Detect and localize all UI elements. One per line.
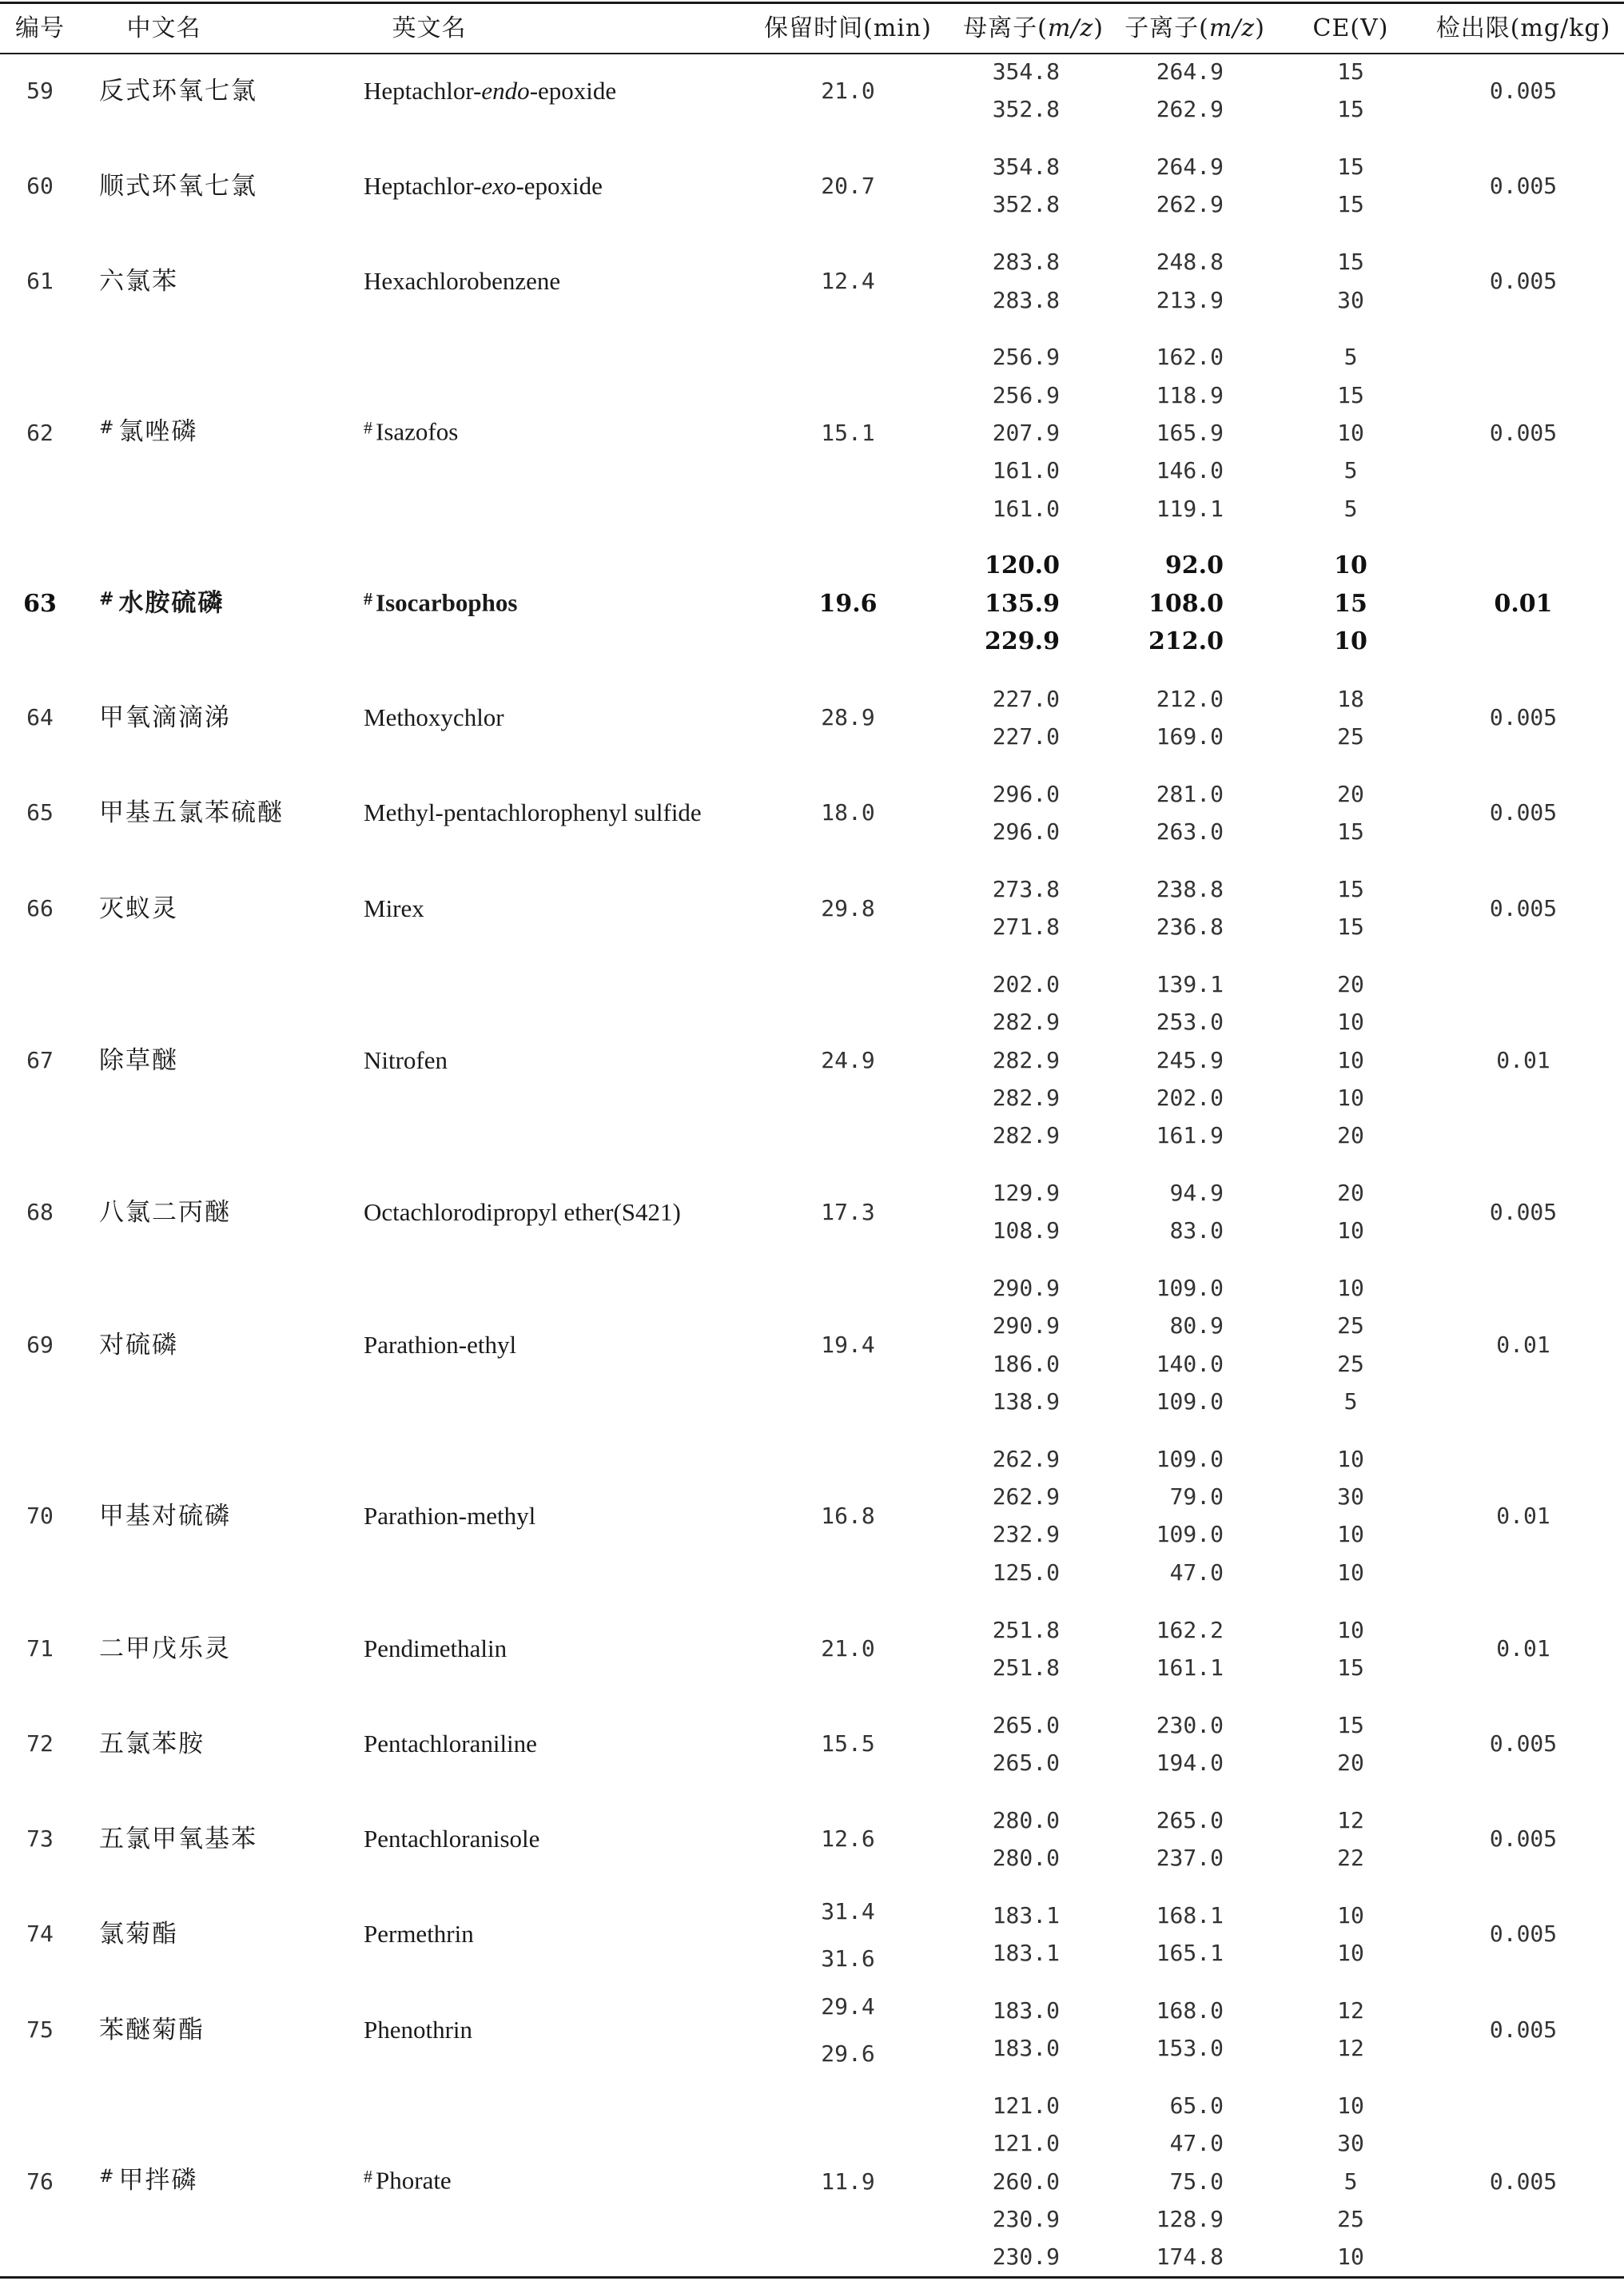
chinese-name-cell — [99, 1045, 178, 1077]
hash-mark: # — [99, 588, 116, 610]
chinese-name-cell — [99, 170, 257, 202]
collision-energy: 10 — [1337, 1558, 1364, 1586]
precursor-ion: 271.8 — [992, 914, 1060, 941]
product-ion: 128.9 — [1156, 2205, 1224, 2232]
chinese-name: 顺式环氧七氯 — [99, 171, 257, 201]
chinese-name-cell — [99, 1500, 231, 1532]
product-ion: 109.0 — [1156, 1388, 1224, 1415]
collision-energy: 10 — [1337, 1445, 1364, 1472]
row-number: 66 — [26, 894, 54, 922]
row-number: 68 — [26, 1198, 54, 1225]
chinese-name-cell — [99, 75, 257, 107]
product-ion: 109.0 — [1156, 1445, 1224, 1472]
collision-energy: 10 — [1334, 551, 1367, 580]
collision-energy: 15 — [1337, 191, 1364, 218]
chinese-name: 甲拌磷 — [118, 2165, 198, 2195]
product-ion: 212.0 — [1156, 685, 1224, 712]
chinese-name: 氯菊酯 — [99, 1920, 178, 1949]
product-ion: 109.0 — [1156, 1275, 1224, 1302]
row-number: 64 — [26, 704, 54, 731]
collision-energy: 15 — [1337, 1654, 1364, 1681]
row-number: 72 — [26, 1730, 54, 1758]
precursor-ion: 354.8 — [992, 153, 1060, 181]
header-retention-time: 保留时间(min) — [764, 14, 932, 42]
collision-energy: 12 — [1337, 2035, 1364, 2062]
product-ion: 169.0 — [1156, 723, 1224, 750]
collision-energy: 30 — [1337, 286, 1364, 313]
header-en-name: 英文名 — [392, 14, 467, 42]
collision-energy: 15 — [1337, 153, 1364, 181]
detection-limit: 0.005 — [1489, 419, 1558, 446]
english-name: Parathion-ethyl — [364, 1331, 517, 1359]
chinese-name-cell — [99, 1918, 178, 1950]
collision-energy: 20 — [1337, 1749, 1364, 1776]
product-ion: 165.1 — [1156, 1940, 1224, 1967]
english-name: Isocarbophos — [376, 588, 518, 617]
collision-energy: 15 — [1337, 875, 1364, 902]
detection-limit: 0.01 — [1494, 589, 1553, 618]
header-precursor-ion: 母离子(m/z) — [963, 14, 1104, 42]
collision-energy: 20 — [1337, 780, 1364, 807]
product-ion: 168.1 — [1156, 1901, 1224, 1929]
precursor-ion: 186.0 — [992, 1350, 1060, 1377]
precursor-ion: 120.0 — [985, 551, 1060, 580]
english-name-cell — [364, 1728, 537, 1760]
hash-mark: # — [99, 417, 116, 438]
precursor-ion: 161.0 — [992, 495, 1060, 522]
english-name: Isazofos — [376, 417, 459, 446]
collision-energy: 12 — [1337, 1996, 1364, 2024]
collision-energy: 10 — [1337, 2243, 1364, 2271]
collision-energy: 10 — [1337, 1940, 1364, 1967]
precursor-ion: 183.1 — [992, 1940, 1060, 1967]
precursor-ion: 227.0 — [992, 685, 1060, 712]
hash-mark: # — [364, 2166, 372, 2187]
collision-energy: 10 — [1337, 1217, 1364, 1244]
english-name: Phenothrin — [364, 2015, 473, 2044]
english-name-suffix: -epoxide — [515, 171, 603, 200]
retention-time: 11.9 — [821, 2168, 875, 2195]
product-ion: 168.0 — [1156, 1996, 1224, 2024]
detection-limit: 0.005 — [1489, 172, 1558, 199]
product-ion: 281.0 — [1156, 780, 1224, 807]
english-name-cell — [364, 587, 517, 621]
english-name-cell — [364, 1329, 516, 1361]
precursor-ion: 290.9 — [992, 1275, 1060, 1302]
product-ion: 153.0 — [1156, 2035, 1224, 2062]
header-no: 编号 — [15, 14, 65, 42]
detection-limit: 0.005 — [1489, 799, 1558, 826]
detection-limit: 0.01 — [1496, 1332, 1550, 1359]
retention-time: 29.8 — [821, 894, 875, 922]
detection-limit: 0.005 — [1489, 1198, 1558, 1225]
precursor-ion: 183.1 — [992, 1901, 1060, 1929]
product-ion: 165.9 — [1156, 419, 1224, 446]
product-ion: 213.9 — [1156, 286, 1224, 313]
product-ion: 140.0 — [1156, 1350, 1224, 1377]
row-number: 75 — [26, 2016, 54, 2043]
detection-limit: 0.01 — [1496, 1502, 1550, 1529]
product-ion: 80.9 — [1169, 1312, 1224, 1340]
retention-time: 17.3 — [821, 1198, 875, 1225]
table-header-rule — [0, 53, 1624, 54]
product-ion: 92.0 — [1164, 551, 1224, 580]
precursor-ion: 282.9 — [992, 1084, 1060, 1111]
collision-energy: 22 — [1337, 1845, 1364, 1871]
chinese-name: 反式环氧七氯 — [99, 76, 257, 105]
collision-energy: 30 — [1337, 2130, 1364, 2157]
collision-energy: 5 — [1343, 457, 1358, 484]
collision-energy: 15 — [1337, 58, 1364, 85]
product-ion: 146.0 — [1156, 457, 1224, 484]
english-name-cell — [364, 1918, 474, 1950]
english-name-cell — [364, 2014, 472, 2046]
precursor-ion: 262.9 — [992, 1445, 1060, 1472]
retention-time: 31.6 — [821, 1945, 875, 1972]
product-ion: 236.8 — [1156, 914, 1224, 941]
collision-energy: 25 — [1337, 1312, 1364, 1340]
english-name: Heptachlor- — [364, 76, 482, 105]
retention-time: 29.6 — [821, 2040, 875, 2068]
product-ion: 162.2 — [1156, 1616, 1224, 1643]
product-ion: 265.0 — [1156, 1806, 1224, 1833]
chinese-name-cell — [99, 2164, 197, 2199]
english-name: Methyl-pentachlorophenyl sulfide — [364, 798, 702, 827]
detection-limit: 0.005 — [1489, 77, 1558, 104]
row-number: 69 — [26, 1332, 54, 1359]
english-name-cell — [364, 170, 603, 202]
table-top-rule — [0, 2, 1624, 4]
detection-limit: 0.01 — [1496, 1046, 1550, 1073]
english-name: Nitrofen — [364, 1045, 448, 1074]
precursor-ion: 129.9 — [992, 1180, 1060, 1206]
precursor-ion: 135.9 — [985, 589, 1060, 618]
precursor-ion: 183.0 — [992, 2035, 1060, 2062]
english-name-cell — [364, 1633, 507, 1665]
product-ion: 262.9 — [1156, 191, 1224, 218]
precursor-ion: 183.0 — [992, 1996, 1060, 2024]
english-name-cell — [364, 416, 458, 450]
product-ion: 109.0 — [1156, 1521, 1224, 1548]
precursor-ion: 251.8 — [992, 1654, 1060, 1681]
precursor-ion: 265.0 — [992, 1749, 1060, 1776]
chinese-name-cell — [99, 1823, 257, 1855]
english-name-cell — [364, 1196, 681, 1228]
collision-energy: 10 — [1337, 1521, 1364, 1548]
chinese-name-cell — [99, 797, 284, 829]
english-name-cell — [364, 702, 504, 734]
chinese-name: 五氯苯胺 — [99, 1730, 205, 1759]
row-number: 59 — [26, 77, 54, 104]
product-ion: 47.0 — [1169, 1558, 1224, 1586]
product-ion: 248.8 — [1156, 249, 1224, 276]
retention-time: 15.1 — [821, 419, 875, 446]
product-ion: 262.9 — [1156, 96, 1224, 123]
precursor-ion: 125.0 — [992, 1558, 1060, 1586]
table-bottom-rule — [0, 2276, 1624, 2279]
english-name-cell — [364, 1045, 448, 1077]
english-name: Heptachlor- — [364, 171, 482, 200]
precursor-ion: 296.0 — [992, 780, 1060, 807]
collision-energy: 18 — [1337, 685, 1364, 712]
detection-limit: 0.005 — [1489, 1921, 1558, 1948]
precursor-ion: 230.9 — [992, 2205, 1060, 2232]
product-ion: 83.0 — [1169, 1217, 1224, 1244]
precursor-ion: 202.0 — [992, 971, 1060, 997]
precursor-ion: 282.9 — [992, 1046, 1060, 1073]
precursor-ion: 232.9 — [992, 1521, 1060, 1548]
collision-energy: 20 — [1337, 1180, 1364, 1206]
detection-limit: 0.005 — [1489, 267, 1558, 294]
english-name: Pentachloraniline — [364, 1730, 537, 1758]
collision-energy: 5 — [1343, 2168, 1358, 2195]
row-number: 63 — [23, 589, 57, 618]
precursor-ion: 282.9 — [992, 1009, 1060, 1036]
precursor-ion: 207.9 — [992, 419, 1060, 446]
english-name-cell — [364, 75, 616, 107]
product-ion: 264.9 — [1156, 153, 1224, 181]
detection-limit: 0.01 — [1496, 1635, 1550, 1662]
row-number: 73 — [26, 1825, 54, 1853]
chinese-name-cell — [99, 1633, 231, 1665]
collision-energy: 25 — [1337, 723, 1364, 750]
retention-time: 19.4 — [821, 1332, 875, 1359]
row-number: 67 — [26, 1046, 54, 1073]
collision-energy: 30 — [1337, 1483, 1364, 1511]
english-name-italic: exo — [481, 171, 516, 200]
chinese-name: 水胺硫磷 — [118, 588, 225, 618]
row-number: 65 — [26, 799, 54, 826]
row-number: 74 — [26, 1921, 54, 1948]
product-ion: 230.0 — [1156, 1711, 1224, 1738]
product-ion: 139.1 — [1156, 971, 1224, 997]
collision-energy: 5 — [1343, 344, 1358, 371]
product-ion: 118.9 — [1156, 381, 1224, 408]
precursor-ion: 138.9 — [992, 1388, 1060, 1415]
chinese-name: 五氯甲氧基苯 — [99, 1825, 257, 1854]
product-ion: 161.9 — [1156, 1122, 1224, 1149]
row-number: 61 — [26, 267, 54, 294]
chinese-name: 灭蚁灵 — [99, 894, 178, 923]
chinese-name: 二甲戊乐灵 — [99, 1634, 231, 1664]
product-ion: 94.9 — [1169, 1180, 1224, 1206]
precursor-ion: 227.0 — [992, 723, 1060, 750]
english-name: Phorate — [376, 2166, 452, 2195]
row-number: 71 — [26, 1635, 54, 1662]
precursor-ion: 262.9 — [992, 1483, 1060, 1511]
english-name-cell — [364, 797, 702, 829]
detection-limit: 0.005 — [1489, 2016, 1558, 2043]
english-name: Parathion-methyl — [364, 1501, 536, 1530]
chinese-name: 甲基对硫磷 — [99, 1501, 231, 1531]
collision-energy: 15 — [1337, 818, 1364, 846]
collision-energy: 10 — [1334, 627, 1367, 655]
retention-time: 21.0 — [821, 77, 875, 104]
precursor-ion: 282.9 — [992, 1122, 1060, 1149]
english-name-cell — [364, 1500, 535, 1532]
collision-energy: 10 — [1337, 2092, 1364, 2119]
precursor-ion: 352.8 — [992, 191, 1060, 218]
header-cn-name: 中文名 — [126, 14, 201, 42]
precursor-ion: 296.0 — [992, 818, 1060, 846]
english-name: Permethrin — [364, 1920, 474, 1949]
chinese-name-cell — [99, 2014, 205, 2046]
precursor-ion: 354.8 — [992, 58, 1060, 85]
precursor-ion: 229.9 — [985, 627, 1060, 655]
precursor-ion: 260.0 — [992, 2168, 1060, 2195]
collision-energy: 10 — [1337, 1901, 1364, 1929]
precursor-ion: 280.0 — [992, 1806, 1060, 1833]
collision-energy: 15 — [1334, 589, 1367, 618]
header-product-ion: 子离子(m/z) — [1124, 14, 1265, 42]
precursor-ion: 283.8 — [992, 249, 1060, 276]
retention-time: 12.6 — [821, 1825, 875, 1853]
product-ion: 237.0 — [1156, 1845, 1224, 1871]
precursor-ion: 230.9 — [992, 2243, 1060, 2271]
product-ion: 194.0 — [1156, 1749, 1224, 1776]
precursor-ion: 256.9 — [992, 381, 1060, 408]
collision-energy: 5 — [1343, 495, 1358, 522]
retention-time: 12.4 — [821, 267, 875, 294]
retention-time: 18.0 — [821, 799, 875, 826]
retention-time: 24.9 — [821, 1046, 875, 1073]
collision-energy: 20 — [1337, 971, 1364, 997]
chinese-name-cell — [99, 702, 231, 734]
english-name-cell — [364, 2164, 452, 2199]
chinese-name: 甲基五氯苯硫醚 — [99, 798, 284, 828]
chinese-name: 甲氧滴滴涕 — [99, 703, 231, 733]
chinese-name-cell — [99, 1196, 231, 1228]
precursor-ion: 290.9 — [992, 1312, 1060, 1340]
english-name-italic: endo — [481, 76, 530, 105]
collision-energy: 5 — [1343, 1388, 1358, 1415]
english-name: Mirex — [364, 894, 424, 922]
english-name-cell — [364, 265, 560, 297]
product-ion: 119.1 — [1156, 495, 1224, 522]
precursor-ion: 273.8 — [992, 875, 1060, 902]
retention-time: 19.6 — [818, 589, 878, 618]
product-ion: 162.0 — [1156, 344, 1224, 371]
precursor-ion: 256.9 — [992, 344, 1060, 371]
collision-energy: 25 — [1337, 1350, 1364, 1377]
retention-time: 15.5 — [821, 1730, 875, 1758]
chinese-name-cell — [99, 1329, 178, 1361]
chinese-name-cell — [99, 416, 197, 451]
collision-energy: 15 — [1337, 1711, 1364, 1738]
product-ion: 245.9 — [1156, 1046, 1224, 1073]
english-name: Octachlorodipropyl ether(S421) — [364, 1197, 681, 1226]
english-name-cell — [364, 1823, 539, 1855]
collision-energy: 10 — [1337, 1084, 1364, 1111]
product-ion: 202.0 — [1156, 1084, 1224, 1111]
chinese-name-cell — [99, 265, 178, 297]
retention-time: 31.4 — [821, 1897, 875, 1925]
precursor-ion: 265.0 — [992, 1711, 1060, 1738]
english-name-cell — [364, 893, 424, 925]
retention-time: 16.8 — [821, 1502, 875, 1529]
precursor-ion: 121.0 — [992, 2130, 1060, 2157]
collision-energy: 10 — [1337, 1275, 1364, 1302]
product-ion: 47.0 — [1169, 2130, 1224, 2157]
product-ion: 174.8 — [1156, 2243, 1224, 2271]
product-ion: 65.0 — [1169, 2092, 1224, 2119]
english-name: Pendimethalin — [364, 1634, 508, 1663]
chinese-name-cell — [99, 587, 224, 621]
chinese-name: 除草醚 — [99, 1045, 178, 1075]
product-ion: 108.0 — [1148, 589, 1224, 618]
chinese-name-cell — [99, 893, 178, 925]
product-ion: 263.0 — [1156, 818, 1224, 846]
row-number: 70 — [26, 1502, 54, 1529]
chinese-name: 六氯苯 — [99, 266, 178, 296]
precursor-ion: 108.9 — [992, 1217, 1060, 1244]
collision-energy: 10 — [1337, 1616, 1364, 1643]
collision-energy: 10 — [1337, 1046, 1364, 1073]
collision-energy: 20 — [1337, 1122, 1364, 1149]
precursor-ion: 280.0 — [992, 1845, 1060, 1871]
collision-energy: 15 — [1337, 249, 1364, 276]
precursor-ion: 352.8 — [992, 96, 1060, 123]
header-ce: CE(V) — [1312, 14, 1389, 42]
collision-energy: 15 — [1337, 914, 1364, 941]
chinese-name: 氯唑磷 — [118, 416, 198, 446]
hash-mark: # — [99, 2166, 116, 2187]
english-name: Pentachloranisole — [364, 1825, 540, 1853]
collision-energy: 15 — [1337, 381, 1364, 408]
row-number: 62 — [26, 419, 54, 446]
chinese-name: 八氯二丙醚 — [99, 1197, 231, 1227]
detection-limit: 0.005 — [1489, 1730, 1558, 1758]
collision-energy: 12 — [1337, 1806, 1364, 1833]
hash-mark: # — [364, 588, 372, 609]
product-ion: 264.9 — [1156, 58, 1224, 85]
row-number: 60 — [26, 172, 54, 199]
english-name-suffix: -epoxide — [529, 76, 617, 105]
chinese-name: 对硫磷 — [99, 1331, 178, 1360]
retention-time: 28.9 — [821, 704, 875, 731]
precursor-ion: 121.0 — [992, 2092, 1060, 2119]
chinese-name-cell — [99, 1728, 205, 1760]
hash-mark: # — [364, 417, 372, 438]
precursor-ion: 283.8 — [992, 286, 1060, 313]
collision-energy: 10 — [1337, 1009, 1364, 1036]
precursor-ion: 251.8 — [992, 1616, 1060, 1643]
product-ion: 79.0 — [1169, 1483, 1224, 1511]
retention-time: 20.7 — [821, 172, 875, 199]
collision-energy: 15 — [1337, 96, 1364, 123]
product-ion: 212.0 — [1148, 627, 1224, 655]
detection-limit: 0.005 — [1489, 2168, 1558, 2195]
collision-energy: 10 — [1337, 419, 1364, 446]
english-name: Methoxychlor — [364, 703, 504, 732]
product-ion: 75.0 — [1169, 2168, 1224, 2195]
retention-time: 29.4 — [821, 1992, 875, 2020]
header-lod: 检出限(mg/kg) — [1435, 14, 1611, 42]
product-ion: 253.0 — [1156, 1009, 1224, 1036]
collision-energy: 25 — [1337, 2205, 1364, 2232]
detection-limit: 0.005 — [1489, 704, 1558, 731]
chinese-name: 苯醚菊酯 — [99, 2015, 205, 2044]
precursor-ion: 161.0 — [992, 457, 1060, 484]
retention-time: 21.0 — [821, 1635, 875, 1662]
detection-limit: 0.005 — [1489, 1825, 1558, 1853]
product-ion: 161.1 — [1156, 1654, 1224, 1681]
row-number: 76 — [26, 2168, 54, 2195]
detection-limit: 0.005 — [1489, 894, 1558, 922]
english-name: Hexachlorobenzene — [364, 266, 561, 295]
product-ion: 238.8 — [1156, 875, 1224, 902]
